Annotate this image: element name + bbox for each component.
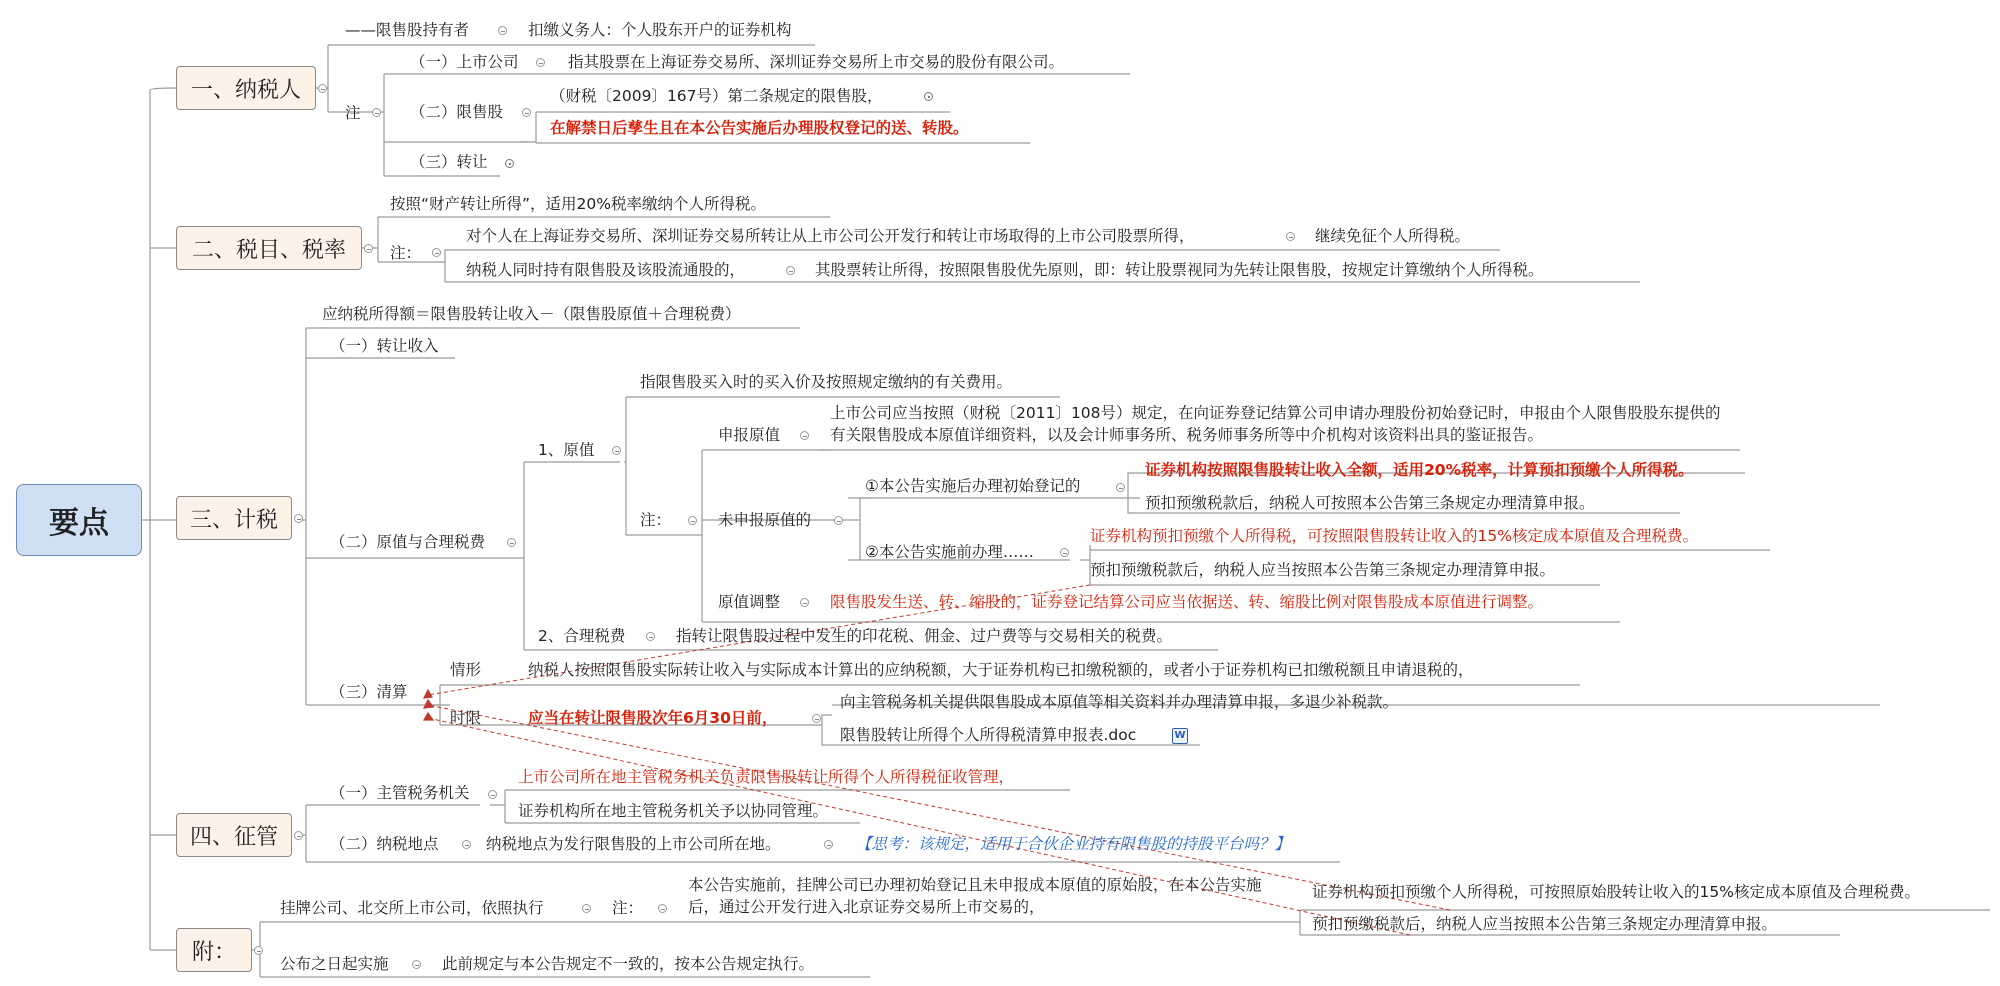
tax-rate-text: 按照“财产转让所得”，适用20%税率缴纳个人所得税。 [390,195,767,213]
collapse-icon[interactable] [834,516,843,525]
collapse-icon[interactable] [372,108,381,117]
thinking-note: 【思考：该规定，适用于合伙企业持有限售股的持股平台吗？】 [856,835,1291,853]
section-tax-item-rate[interactable]: 二、税目、税率 [176,226,362,270]
listed-company-text: 指其股票在上海证券交易所、深圳证券交易所上市交易的股份有限公司。 [568,53,1065,71]
listed-company-label: （一）上市公司 [410,53,519,71]
collapse-icon[interactable] [646,632,655,641]
tax-authority-rule: 上市公司所在地主管税务机关负责限售股转让所得个人所得税征收管理， [518,768,1015,786]
effective-date-text: 此前规定与本公告规定不一致的，按本公告规定执行。 [442,955,815,973]
neeq-withholding-rule: 证券机构预扣预缴个人所得税，可按照原始股转让收入的15%核定成本原值及合理税费。 [1312,883,1920,901]
section-administration[interactable]: 四、征管 [176,813,292,857]
coordination-text: 证券机构所在地主管税务机关予以协同管理。 [518,802,829,820]
collapse-icon[interactable] [294,514,303,523]
restricted-stock-highlight: 在解禁日后孳生且在本公告实施后办理股权登记的送、转股。 [550,119,969,137]
holder-label: ——限售股持有者 [345,21,470,39]
root-node[interactable]: 要点 [16,484,142,556]
situation-label: 情形 [450,661,482,679]
transfer-income-label: （一）转让收入 [330,337,439,355]
collapse-icon[interactable] [582,904,591,913]
collapse-icon[interactable] [412,960,421,969]
collapse-icon[interactable] [488,790,497,799]
priority-principle-text: 其股票转让所得，按照限售股优先原则，即：转让股票视同为先转让限售股，按规定计算缴纳个人所得税。 [815,261,1544,279]
collapse-icon[interactable] [364,244,373,253]
reasonable-tax-label: 2、合理税费 [538,627,626,645]
section-tax-calculation[interactable]: 三、计税 [176,496,292,540]
collapse-icon[interactable] [1060,548,1069,557]
collapse-icon[interactable] [658,904,667,913]
full-amount-rule: 证券机构按照限售股转让收入全额，适用20%税率，计算预扣预缴个人所得税。 [1145,461,1694,479]
deadline-label: 时限 [450,709,482,727]
exemption-text: 对个人在上海证券交易所、深圳证券交易所转让从上市公司公开发行和转让市场取得的上市公司股票所得， [466,227,1195,245]
settlement-form-attachment[interactable]: 限售股转让所得个人所得税清算申报表.doc [840,726,1137,744]
collapse-icon[interactable] [1116,483,1125,492]
note-label: 注： [640,511,672,529]
exemption-result: 继续免征个人所得税。 [1315,227,1471,245]
collapse-icon[interactable] [800,598,809,607]
deadline-text: 应当在转让限售股次年6月30日前， [528,709,778,727]
collapse-icon[interactable] [536,58,545,67]
declare-original-label: 申报原值 [718,426,781,444]
agent-label: 扣缴义务人：个人股东开户的证券机构 [528,21,792,39]
expand-icon[interactable] [924,92,933,101]
collapse-icon[interactable] [294,831,303,840]
cost-and-tax-label: （二）原值与合理税费 [330,533,486,551]
note-label: 注： [390,244,422,262]
original-value-label: 1、原值 [538,441,595,459]
collapse-icon[interactable] [432,248,441,257]
restricted-stock-text: （财税〔2009〕167号）第二条规定的限售股， [550,87,883,105]
note-label: 注 [345,104,361,122]
collapse-icon[interactable] [612,446,621,455]
collapse-icon[interactable] [254,946,263,955]
tax-authority-label: （一）主管税务机关 [330,784,470,802]
before-announcement-label: ②本公告实施前办理…… [865,543,1034,561]
original-value-definition: 指限售股买入时的买入价及按照规定缴纳的有关费用。 [640,373,1013,391]
after-announcement-label: ①本公告实施后办理初始登记的 [865,477,1081,495]
collapse-icon[interactable] [498,26,507,35]
note-label: 注： [612,899,644,917]
situation-text: 纳税人按照限售股实际转让收入与实际成本计算出的应纳税额，大于证券机构已扣缴税额的，或者小于证券机构已扣缴税额且申请退税的， [528,661,1474,679]
after-withholding-text: 预扣预缴税款后，纳税人可按照本公告第三条规定办理清算申报。 [1145,494,1595,512]
expand-icon[interactable] [505,159,514,168]
tax-place-text: 纳税地点为发行限售股的上市公司所在地。 [486,835,781,853]
taxable-income-formula: 应纳税所得额＝限售股转让收入－（限售股原值＋合理税费） [322,305,741,323]
word-document-icon[interactable]: W [1172,728,1188,744]
section-taxpayer[interactable]: 一、纳税人 [176,66,316,110]
settlement-filing-text: 向主管税务机关提供限售股成本原值等相关资料并办理清算申报，多退少补税款。 [840,693,1399,711]
collapse-icon[interactable] [318,84,327,93]
transfer-label: （三）转让 [410,153,488,171]
reasonable-tax-text: 指转让限售股过程中发生的印花税、佣金、过户费等与交易相关的税费。 [676,627,1173,645]
declare-original-text: 上市公司应当按照（财税〔2011〕108号）规定，在向证券登记结算公司申请办理股份初始登记时，申报由个人限售股股东提供的有关限售股成本原值详细资料，以及会计师事务所、税务师事务所等中介机构对该资料出具的鉴证报告。 [830,404,1721,444]
value-adjustment-label: 原值调整 [718,593,781,611]
collapse-icon[interactable] [522,108,531,117]
collapse-icon[interactable] [800,431,809,440]
neeq-label: 挂牌公司、北交所上市公司，依照执行 [280,899,544,917]
dual-holding-text: 纳税人同时持有限售股及该股流通股的， [466,261,746,279]
tax-place-label: （二）纳税地点 [330,835,439,853]
section-appendix[interactable]: 附： [176,928,252,972]
restricted-stock-label: （二）限售股 [410,103,504,121]
settlement-label: （三）清算 [330,683,408,701]
fifteen-percent-rule: 证券机构预扣预缴个人所得税，可按照限售股转让收入的15%核定成本原值及合理税费。 [1090,527,1698,545]
neeq-after-withholding: 预扣预缴税款后，纳税人应当按照本公告第三条规定办理清算申报。 [1312,915,1778,933]
undeclared-label: 未申报原值的 [718,511,812,529]
collapse-icon[interactable] [1286,232,1295,241]
value-adjustment-text: 限售股发生送、转、缩股的，证券登记结算公司应当依据送、转、缩股比例对限售股成本原值进行调整。 [830,593,1544,611]
neeq-note-text: 本公告实施前，挂牌公司已办理初始登记且未申报成本原值的原始股，在本公告实施后，通过公开发行进入北京证券交易所上市交易的， [688,876,1262,916]
collapse-icon[interactable] [824,840,833,849]
collapse-icon[interactable] [786,266,795,275]
collapse-icon[interactable] [462,840,471,849]
collapse-icon[interactable] [812,714,821,723]
collapse-icon[interactable] [688,516,697,525]
collapse-icon[interactable] [507,538,516,547]
effective-date-label: 公布之日起实施 [280,955,389,973]
after-withholding-text: 预扣预缴税款后，纳税人应当按照本公告第三条规定办理清算申报。 [1090,561,1556,579]
